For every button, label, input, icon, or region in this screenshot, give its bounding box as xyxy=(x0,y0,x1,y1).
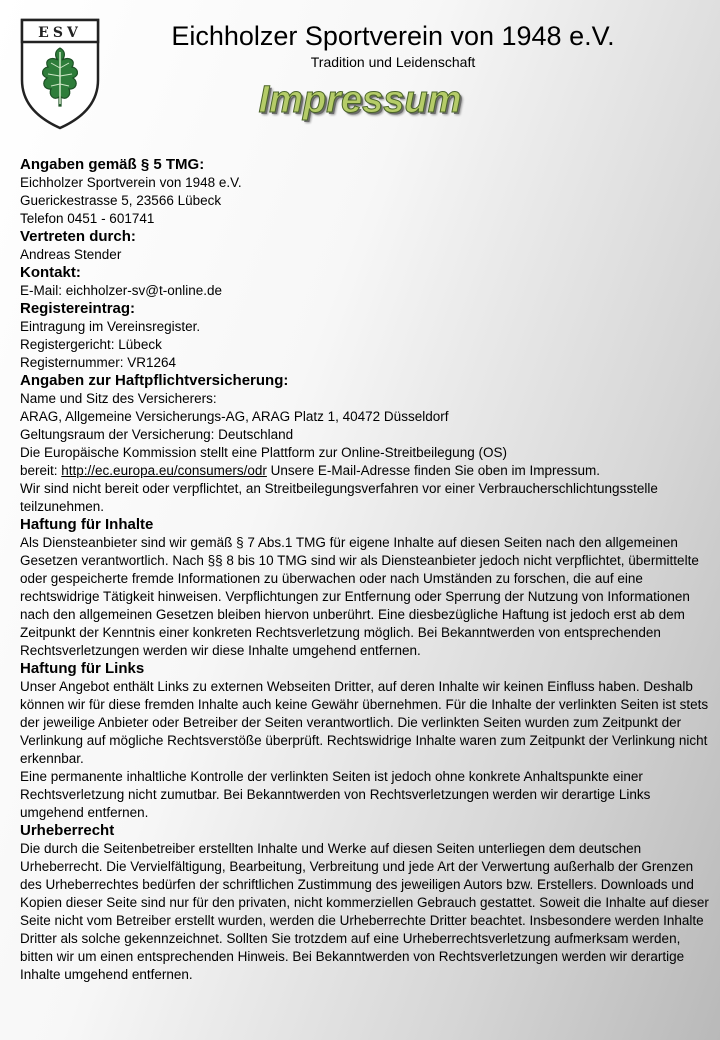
link-liability-text-2: Eine permanente inhaltliche Kontrolle der verlinkten Seiten ist jedoch ohne konkrete Anhaltspunkte einer Rechtsverletzung nicht zumutbar. Bei Bekanntwerden von Rechtsverletzungen werden wir derartige Links umgehend entfernen. xyxy=(20,769,651,820)
odr-prefix: bereit: xyxy=(20,463,62,478)
club-logo xyxy=(20,18,100,130)
tmg-heading: Angaben gemäß § 5 TMG: xyxy=(20,156,205,173)
impressum-content xyxy=(20,156,715,984)
register-number: Registernummer: VR1264 xyxy=(20,355,177,370)
insurance-scope: Geltungsraum der Versicherung: Deutschland xyxy=(20,427,294,442)
represented-heading: Vertreten durch: xyxy=(20,228,136,245)
insurer-label: Name und Sitz des Versicherers: xyxy=(20,391,217,406)
club-name: Eichholzer Sportverein von 1948 e.V. xyxy=(171,21,615,51)
representative-name: Andreas Stender xyxy=(20,247,122,262)
club-address-street: Guerickestrasse 5, 23566 Lübeck xyxy=(20,193,222,208)
club-phone: Telefon 0451 - 601741 xyxy=(20,211,155,226)
insurance-heading: Angaben zur Haftpflichtversicherung: xyxy=(20,372,289,389)
register-heading: Registereintrag: xyxy=(20,300,136,317)
content-liability-heading: Haftung für Inhalte xyxy=(20,516,154,533)
logo-text: ESV xyxy=(38,25,82,41)
link-liability-text: Unser Angebot enthält Links zu externen Webseiten Dritter, auf deren Inhalte wir keinen Einfluss haben. Deshalb können wir für diese fremden Inhalte auch keine Gewähr übernehmen. Für die Inhalte der verlinkten Seiten ist stets der jeweilige Anbieter oder Betreiber der Seiten verantwortlich. Die verlinkten Seiten wurden zum Zeitpunkt der Verlinkung auf mögliche Rechtsverstöße überprüft. Rechtswidrige Inhalte waren zum Zeitpunkt der Verlinkung nicht erkennbar. xyxy=(20,679,709,766)
odr-line xyxy=(20,462,715,480)
contact-email: E-Mail: eichholzer-sv@t-online.de xyxy=(20,283,223,298)
club-crest-icon xyxy=(20,18,100,130)
odr-intro: Die Europäische Kommission stellt eine Plattform zur Online-Streitbeilegung (OS) xyxy=(20,445,507,460)
club-address-name: Eichholzer Sportverein von 1948 e.V. xyxy=(20,175,242,190)
register-entry: Eintragung im Vereinsregister. xyxy=(20,319,201,334)
dispute-resolution-text: Wir sind nicht bereit oder verpflichtet, an Streitbeilegungsverfahren vor einer Verbraucherschlichtungsstelle teilzunehmen. xyxy=(20,481,658,514)
link-liability-heading: Haftung für Links xyxy=(20,660,145,677)
page-title: Impressum xyxy=(258,79,462,121)
content-liability-text: Als Diensteanbieter sind wir gemäß § 7 Abs.1 TMG für eigene Inhalte auf diesen Seiten nach den allgemeinen Gesetzen verantwortlich. Nach §§ 8 bis 10 TMG sind wir als Diensteanbieter jedoch nicht verpflichtet, übermittelte oder gespeicherte fremde Informationen zu überwachen oder nach Umständen zu forschen, die auf eine rechtswidrige Tätigkeit hinweisen. Verpflichtungen zur Entfernung oder Sperrung der Nutzung von Informationen nach den allgemeinen Gesetzen bleiben hiervon unberührt. Eine diesbezügliche Haftung ist jedoch erst ab dem Zeitpunkt der Kenntnis einer konkreten Rechtsverletzung möglich. Bei Bekanntwerden von entsprechenden Rechtsverletzungen werden wir diese Inhalte umgehend entfernen. xyxy=(20,535,699,658)
contact-heading: Kontakt: xyxy=(20,264,81,281)
copyright-heading: Urheberrecht xyxy=(20,822,115,839)
copyright-text: Die durch die Seitenbetreiber erstellten Inhalte und Werke auf diesen Seiten unterliegen dem deutschen Urheberrecht. Die Vervielfältigung, Bearbeitung, Verbreitung und jede Art der Verwertung außerhalb der Grenzen des Urheberrechtes bedürfen der schriftlichen Zustimmung des jeweiligen Autors bzw. Erstellers. Downloads und Kopien dieser Seite sind nur für den privaten, nicht kommerziellen Gebrauch gestattet. Soweit die Inhalte auf dieser Seite nicht vom Betreiber erstellt wurden, werden die Urheberrechte Dritter beachtet. Insbesondere werden Inhalte Dritter als solche gekennzeichnet. Sollten Sie trotzdem auf eine Urheberrechtsverletzung aufmerksam werden, bitten wir um einen entsprechenden Hinweis. Bei Bekanntwerden von Rechtsverletzungen werden wir derartige Inhalte umgehend entfernen. xyxy=(20,841,709,982)
register-court: Registergericht: Lübeck xyxy=(20,337,162,352)
odr-link[interactable]: http://ec.europa.eu/consumers/odr xyxy=(61,463,267,478)
odr-suffix: Unsere E-Mail-Adresse finden Sie oben im Impressum. xyxy=(266,463,601,478)
insurer-address: ARAG, Allgemeine Versicherungs-AG, ARAG Platz 1, 40472 Düsseldorf xyxy=(20,409,449,424)
tagline: Tradition und Leidenschaft xyxy=(310,54,476,70)
